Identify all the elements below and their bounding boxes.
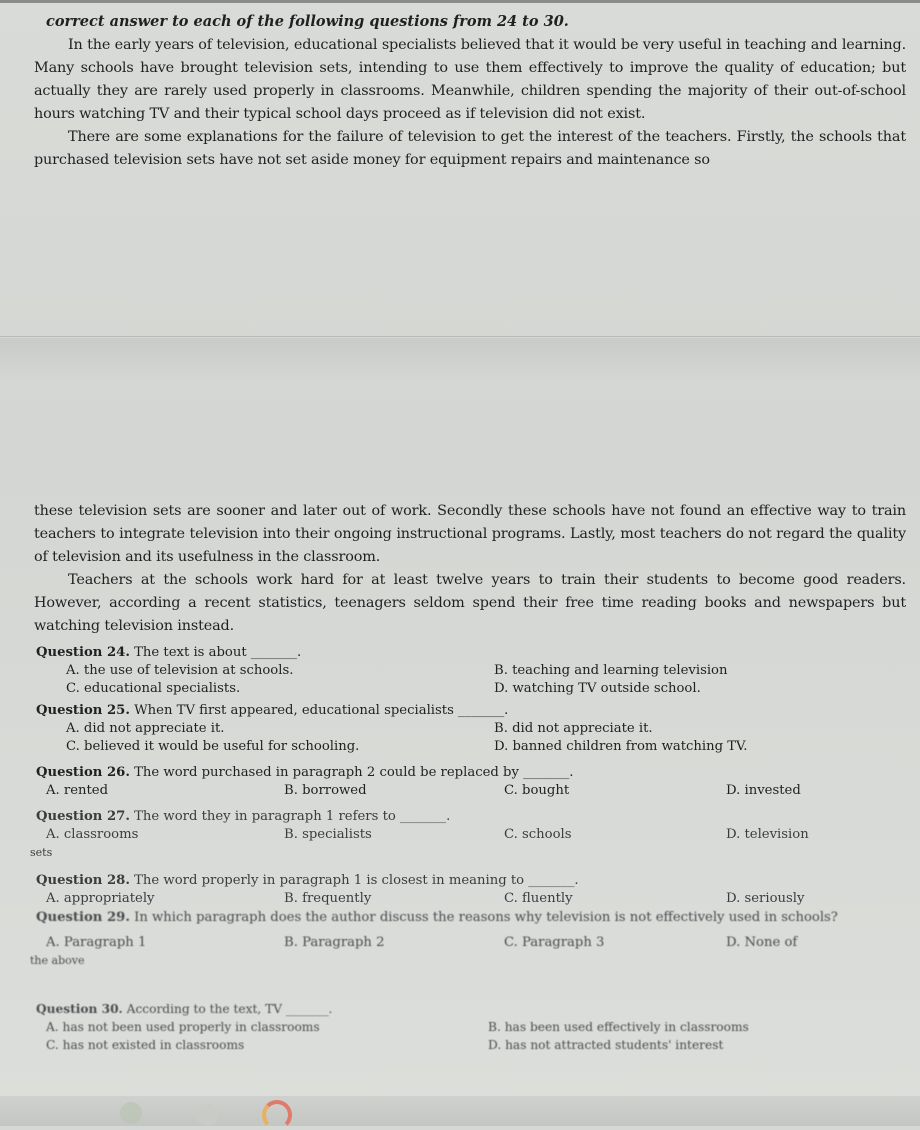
question-label: Question 29. — [36, 910, 130, 925]
question-27 — [30, 808, 900, 862]
option-c[interactable]: C. fluently — [504, 891, 573, 906]
question-stem: According to the text, TV _______. — [126, 1002, 333, 1016]
question-25 — [36, 702, 900, 756]
page-fold-shadow — [0, 338, 920, 378]
question-label: Question 26. — [36, 765, 130, 780]
option-b[interactable]: B. has been used effectively in classrooms — [488, 1020, 749, 1034]
question-24 — [36, 644, 900, 698]
option-b[interactable]: B. borrowed — [284, 783, 367, 798]
option-b[interactable]: B. specialists — [284, 827, 372, 842]
question-26 — [36, 764, 900, 800]
question-label: Question 28. — [36, 873, 130, 888]
question-stem: In which paragraph does the author discuss the reasons why television is not effectively used in schools? — [134, 910, 838, 925]
paragraph-2-end: these television sets are sooner and later out of work. Secondly these schools have not found an effective way to train teachers to integrate television into their ongoing instructional programs. Lastly, most teachers do not regard the quality of television and its usefulness in the classroom. — [34, 503, 906, 565]
option-c[interactable]: C. educational specialists. — [66, 681, 241, 696]
question-30 — [36, 1000, 900, 1054]
page-fold-line — [0, 336, 920, 337]
option-b[interactable]: B. teaching and learning television — [494, 663, 728, 678]
option-a[interactable]: A. the use of television at schools. — [66, 663, 294, 678]
question-29 — [30, 910, 900, 970]
option-d[interactable]: D. invested — [726, 783, 801, 798]
question-label: Question 24. — [36, 645, 130, 660]
question-28 — [36, 872, 900, 908]
option-a[interactable]: A. classrooms — [46, 827, 139, 842]
option-b[interactable]: B. frequently — [284, 891, 372, 906]
reading-passage-top — [34, 12, 906, 172]
option-c[interactable]: C. has not existed in classrooms — [46, 1038, 245, 1052]
question-label: Question 25. — [36, 703, 130, 718]
option-d-continuation: the above — [30, 954, 85, 967]
paragraph-2-start: There are some explanations for the failure of television to get the interest of the teachers. Firstly, the schools that purchased television sets have not set aside money for equipment repairs and maintenance so — [34, 129, 906, 168]
reading-passage-bottom — [34, 500, 906, 638]
option-a[interactable]: A. Paragraph 1 — [46, 935, 147, 950]
option-a[interactable]: A. appropriately — [46, 891, 155, 906]
question-label: Question 27. — [36, 809, 130, 824]
paragraph-1: In the early years of television, educational specialists believed that it would be very useful in teaching and learning. Many schools have brought television sets, intending to use them effectively to improve the quality of education; but actually they are rarely used properly in classrooms. Meanwhile, children spending the majority of their out-of-school hours watching TV and their typical school days proceed as if television did not exist. — [34, 37, 906, 122]
question-stem: The text is about _______. — [134, 645, 302, 660]
option-c[interactable]: C. schools — [504, 827, 572, 842]
option-c[interactable]: C. Paragraph 3 — [504, 935, 605, 950]
option-d-continuation: sets — [30, 846, 53, 859]
option-d[interactable]: D. banned children from watching TV. — [494, 739, 748, 754]
question-stem: The word they in paragraph 1 refers to _______. — [134, 809, 451, 824]
option-b[interactable]: B. Paragraph 2 — [284, 935, 385, 950]
option-d[interactable]: D. television — [726, 827, 809, 842]
question-stem: When TV first appeared, educational specialists _______. — [134, 703, 509, 718]
option-d[interactable]: D. watching TV outside school. — [494, 681, 701, 696]
instructions-header: correct answer to each of the following questions from 24 to 30. — [46, 13, 569, 30]
option-c[interactable]: C. bought — [504, 783, 570, 798]
option-d[interactable]: D. seriously — [726, 891, 805, 906]
option-a[interactable]: A. has not been used properly in classrooms — [46, 1020, 320, 1034]
option-d[interactable]: D. None of — [726, 935, 798, 950]
question-stem: The word properly in paragraph 1 is closest in meaning to _______. — [134, 873, 579, 888]
option-a[interactable]: A. rented — [46, 783, 109, 798]
option-b[interactable]: B. did not appreciate it. — [494, 721, 653, 736]
question-stem: The word purchased in paragraph 2 could be replaced by _______. — [134, 765, 574, 780]
option-c[interactable]: C. believed it would be useful for schooling. — [66, 739, 360, 754]
blur-blob — [120, 1102, 142, 1124]
photo-bottom-edge — [0, 1096, 920, 1126]
option-d[interactable]: D. has not attracted students' interest — [488, 1038, 724, 1052]
page-top-edge — [0, 0, 920, 3]
question-label: Question 30. — [36, 1002, 123, 1016]
blur-blob — [196, 1104, 218, 1126]
paragraph-3: Teachers at the schools work hard for at least twelve years to train their students to become good readers. However, according a recent statistics, teenagers seldom spend their free time reading books and newspapers but watching television instead. — [34, 572, 906, 634]
option-a[interactable]: A. did not appreciate it. — [66, 721, 225, 736]
